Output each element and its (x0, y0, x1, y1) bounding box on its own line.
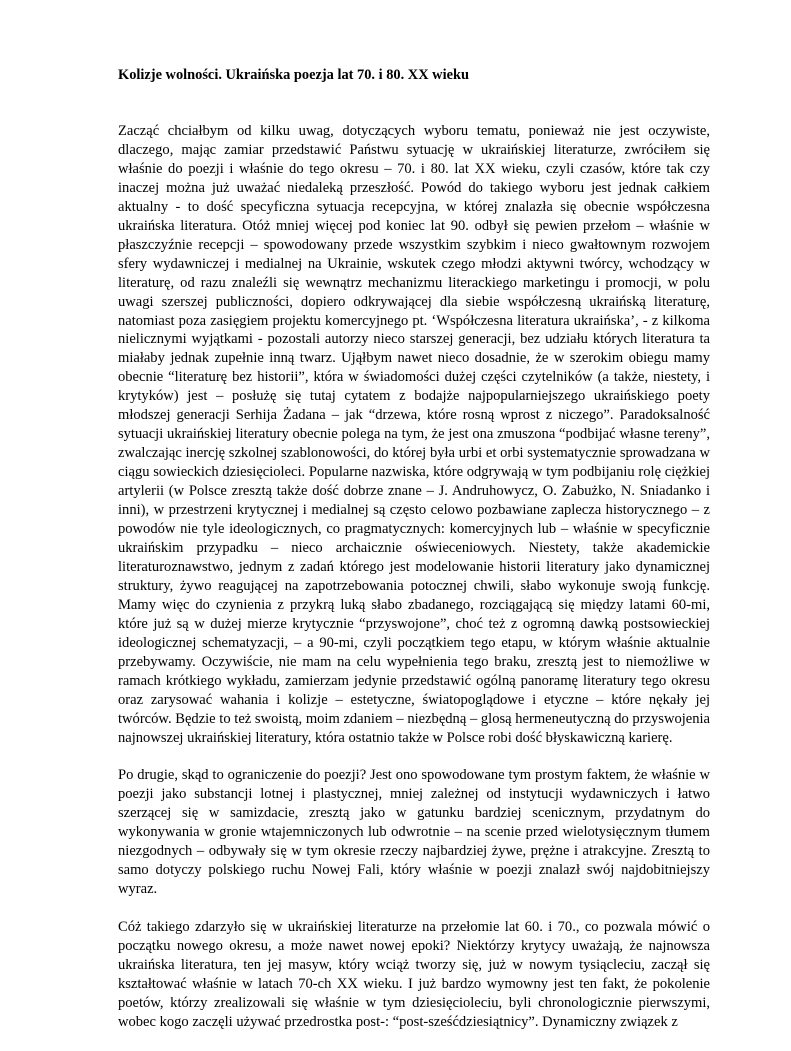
paragraph-3: Cóż takiego zdarzyło się w ukraińskiej literaturze na przełomie lat 60. i 70., co pozwala mówić o początku nowego okresu, a może nawet nowej epoki? Niektórzy krytycy uważają, że najnowsza ukraińska literatura, ten jej masyw, który wciąż tworzy się, już w nowym tysiącleciu, zaczął się kształtować właśnie w latach 70-ch XX wieku. I już bardzo wymowny jest ten fakt, że pokolenie poetów, którzy zrealizowali się właśnie w tym dziesięcioleciu, byli chronologicznie pierwszymi, wobec kogo zaczęli używać przedrostka post-: “post-sześćdziesiątnicy”. Dynamiczny związek z (118, 919, 710, 1030)
paragraph-2: Po drugie, skąd to ograniczenie do poezji? Jest ono spowodowane tym prostym faktem, że właśnie w poezji jako substancji lotnej i plastycznej, mniej zależnej od instytucji wydawniczych i łatwo szerzącej się w samizdacie, zresztą jako w gatunku bardziej scenicznym, przydatnym do wykonywania w gronie wtajemniczonych lub odwrotnie – na scenie przed wielotysięcznym tłumem niezgodnych – odbywały się w tym okresie rzeczy najbardziej żywe, prężne i atrakcyjne. Zresztą to samo dotyczy polskiego ruchu Nowej Fali, który właśnie w poezji znalazł swój najdobitniejszy wyraz. (118, 767, 710, 898)
document-title: Kolizje wolności. Ukraińska poezja lat 70. i 80. XX wieku (118, 67, 469, 83)
paragraph-1: Zacząć chciałbym od kilku uwag, dotyczących wyboru tematu, ponieważ nie jest oczywiste, dlaczego, mając zamiar przedstawić Państwu sytuację w ukraińskiej literaturze, zwróciłem się właśnie do poezji i właśnie do tego okresu – 70. i 80. lat XX wieku, czyli czasów, które tak czy inaczej można już uważać niedaleką przeszłość. Powód do takiego wyboru jest jednak całkiem aktualny - to dość specyficzna sytuacja recepcyjna, w której znalazła się obecnie współczesna ukraińska literatura. Otóż mniej więcej pod koniec lat 90. odbył się pewien przełom – właśnie w płaszczyźnie recepcji – spowodowany przede wszystkim szybkim i nieco gwałtownym rozwojem sfery wydawniczej i medialnej na Ukrainie, wskutek czego młodzi aktywni twórcy, wchodzący w literaturę, od razu znaleźli się wewnątrz mechanizmu literackiego marketingu i promocji, w polu uwagi szerszej publiczności, dopiero odkrywającej dla siebie współczesną ukraińską literaturę, natomiast poza zasięgiem projektu komercyjnego pt. ‘Współczesna literatura ukraińska’, - z kilkoma nielicznymi wyjątkami - pozostali autorzy nieco starszej generacji, bez udziału których literatura ta miałaby jednak zupełnie inną twarz. Ująłbym nawet nieco dosadnie, że w szerokim obiegu mamy obecnie “literaturę bez historii”, która w świadomości dużej części czytelników (a także, niestety, i krytyków) jest – posłużę się tutaj cytatem z bodajże najpopularniejszego ukraińskiego poety młodszej generacji Serhija Żadana – jak “drzewa, które rosną wprost z niczego”. Paradoksalność sytuacji ukraińskiej literatury obecnie polega na tym, że jest ona zmuszona “podbijać własne tereny”, zwalczając inercję szkolnej szablonowości, do której była urbi et orbi systematycznie sprowadzana w ciągu sowieckich dziesięcioleci. Popularne nazwiska, które odgrywają w tym podbijaniu rolę ciężkiej artylerii (w Polsce zresztą także dość dobrze znane – J. Andruhowycz, O. Zabużko, N. Sniadanko i inni), w przestrzeni krytycznej i medialnej są często celowo pozbawiane zaplecza historycznego – z powodów nie tyle ideologicznych, co pragmatycznych: komercyjnych lub – właśnie w specyficznie ukraińskim przypadku – nieco archaicznie oświeceniowych. Niestety, także akademickie literaturoznawstwo, jednym z zadań którego jest modelowanie historii literatury jako dynamicznej struktury, żywo reagującej na zapotrzebowania potocznej chwili, słabo wykonuje swoją funkcję. Mamy więc do czynienia z przykrą luką słabo zbadanego, rozciągającą się między latami 60-mi, które już są w dużej mierze krytycznie “przyswojone”, choć też z ogromną dawką postsowieckiej ideologicznej schematyzacji, – a 90-mi, czyli początkiem tego etapu, w którym właśnie aktualnie przebywamy. Oczywiście, nie mam na celu wypełnienia tego braku, zresztą jest to niemożliwe w ramach krótkiego wykładu, zamierzam jedynie przedstawić ogólną panoramę literatury tego okresu oraz zarysować wahania i kolizje – estetyczne, światopoglądowe i etyczne – które nękały jej twórców. Będzie to też swoistą, moim zdaniem – niezbędną – glosą hermeneutyczną do przyswojenia najnowszej ukraińskiej literatury, która ostatnio także w Polsce robi dość błyskawiczną karierę. (118, 123, 710, 746)
document-page (118, 66, 710, 1051)
